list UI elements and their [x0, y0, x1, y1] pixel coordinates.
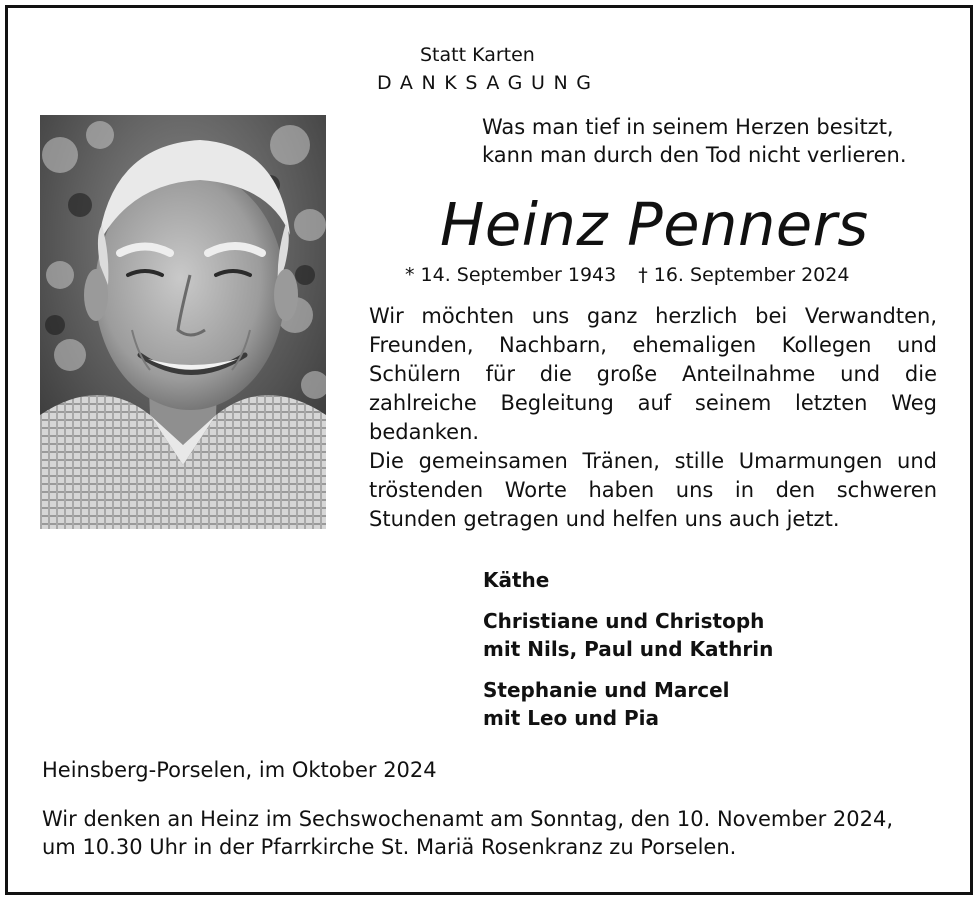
- family-group-3: [483, 676, 773, 732]
- thank-you-paragraph-2: Die gemeinsamen Tränen, stille Umarmungen und tröstenden Worte haben uns in den schweren Stunden getragen und helfen uns auch jetzt.: [369, 449, 937, 531]
- family-group-2: [483, 607, 773, 663]
- danksagung-heading: DANKSAGUNG: [377, 72, 600, 94]
- place-and-date: Heinsberg-Porselen, im Oktober 2024: [42, 758, 437, 782]
- family-group-2-line-1: Christiane und Christoph: [483, 609, 765, 633]
- memorial-quote: [482, 113, 907, 169]
- memorial-line-1: Wir denken an Heinz im Sechswochenamt am Sonntag, den 10. November 2024,: [42, 807, 894, 831]
- family-group-1-line-1: Käthe: [483, 568, 550, 592]
- statt-karten-label: Statt Karten: [420, 44, 535, 66]
- death-date: † 16. September 2024: [638, 264, 850, 286]
- quote-line-1: Was man tief in seinem Herzen besitzt,: [482, 115, 894, 139]
- deceased-name: Heinz Penners: [440, 190, 869, 259]
- family-group-2-line-2: mit Nils, Paul und Kathrin: [483, 637, 774, 661]
- thank-you-paragraph-1: Wir möchten uns ganz herzlich bei Verwandten, Freunden, Nachbarn, ehemaligen Kollegen und Schülern für die große Anteilnahme und die zahlreiche Begleitung auf seinem letzten Weg bedanken.: [369, 304, 937, 444]
- portrait-photo: [40, 115, 326, 529]
- family-group-3-line-2: mit Leo und Pia: [483, 706, 659, 730]
- birth-date: * 14. September 1943: [405, 264, 617, 286]
- family-group-3-line-1: Stephanie und Marcel: [483, 678, 730, 702]
- portrait-image: [40, 115, 326, 529]
- life-dates: [405, 264, 849, 286]
- memorial-line-2: um 10.30 Uhr in der Pfarrkirche St. Mariä Rosenkranz zu Porselen.: [42, 835, 737, 859]
- memorial-service-info: [42, 805, 893, 861]
- family-signatures: [483, 566, 773, 745]
- thank-you-text: [369, 302, 937, 534]
- family-group-1: [483, 566, 773, 594]
- quote-line-2: kann man durch den Tod nicht verlieren.: [482, 143, 907, 167]
